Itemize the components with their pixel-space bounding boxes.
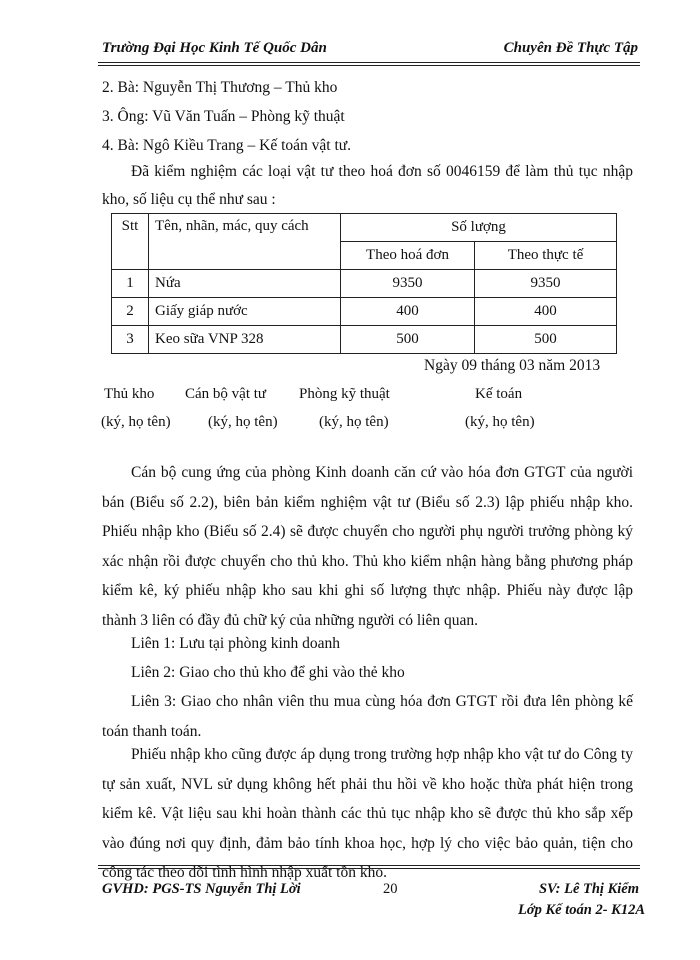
body-paragraph: Cán bộ cung ứng của phòng Kinh doanh căn cứ vào hóa đơn GTGT của người bán (Biểu số 2.2), biên bản kiểm nghiệm vật tư (Biểu số 2.3) lập phiếu nhập kho. Phiếu nhập kho (Biểu số 2.4) sẽ được chuyển cho người phụ người trưởng phòng ký xác nhận rồi được chuyển cho thủ kho. Thủ kho kiểm nhận hàng bằng phương pháp kiểm kê, ký phiếu nhập kho sau khi ghi số lượng thực nhập. Phiếu này được lập thành 3 liên có đầy đủ chữ ký của những người có liên quan. xyxy=(102,464,633,629)
cell-name: Nứa xyxy=(149,270,341,298)
cell-actual: 400 xyxy=(475,298,617,326)
cell-name: Giấy giáp nước xyxy=(149,298,341,326)
signature-note: (ký, họ tên) xyxy=(101,414,171,430)
date-line: Ngày 09 tháng 03 năm 2013 xyxy=(424,357,601,374)
footer-supervisor: GVHD: PGS-TS Nguyễn Thị Lời xyxy=(102,881,301,897)
footer-student: SV: Lê Thị Kiểm xyxy=(538,881,639,897)
col-header-invoice: Theo hoá đơn xyxy=(341,242,475,270)
table-header-row xyxy=(112,214,617,242)
header-school: Trường Đại Học Kinh Tế Quốc Dân xyxy=(102,40,327,56)
signature-note: (ký, họ tên) xyxy=(465,414,535,430)
col-header-stt: Stt xyxy=(112,214,149,270)
lien-line: Liên 1: Lưu tại phòng kinh doanh xyxy=(131,635,341,652)
member-line: 3. Ông: Vũ Văn Tuấn – Phòng kỹ thuật xyxy=(102,108,345,125)
footer-class: Lớp Kế toán 2- K12A xyxy=(517,902,645,918)
col-header-quantity: Số lượng xyxy=(341,214,617,242)
footer-rule xyxy=(98,865,640,869)
col-header-actual: Theo thực tế xyxy=(475,242,617,270)
lien-line: Liên 2: Giao cho thủ kho để ghi vào thẻ kho xyxy=(131,664,405,681)
signature-title-technical-dept: Phòng kỹ thuật xyxy=(299,386,390,402)
cell-stt: 2 xyxy=(112,298,149,326)
table-row xyxy=(112,326,617,354)
header-report-type: Chuyên Đề Thực Tập xyxy=(503,40,638,56)
cell-name: Keo sữa VNP 328 xyxy=(149,326,341,354)
col-header-name: Tên, nhãn, mác, quy cách xyxy=(149,214,341,270)
cell-stt: 1 xyxy=(112,270,149,298)
signature-note: (ký, họ tên) xyxy=(319,414,389,430)
page-number: 20 xyxy=(383,881,398,897)
lien-line: Liên 3: Giao cho nhân viên thu mua cùng hóa đơn GTGT rồi đưa lên phòng kế toán thanh toán. xyxy=(102,693,633,740)
cell-invoice: 400 xyxy=(341,298,475,326)
signature-title-accountant: Kế toán xyxy=(475,386,523,402)
signature-title-supply-officer: Cán bộ vật tư xyxy=(185,386,267,402)
member-line: 2. Bà: Nguyễn Thị Thương – Thủ kho xyxy=(102,79,338,96)
cell-invoice: 500 xyxy=(341,326,475,354)
header-rule xyxy=(98,62,640,66)
cell-invoice: 9350 xyxy=(341,270,475,298)
signature-title-storekeeper: Thủ kho xyxy=(104,386,155,402)
intro-paragraph: Đã kiểm nghiệm các loại vật tư theo hoá đơn số 0046159 để làm thủ tục nhập kho, số liệu cụ thể như sau : xyxy=(102,163,633,208)
cell-actual: 500 xyxy=(475,326,617,354)
table-row xyxy=(112,298,617,326)
body-paragraph: Phiếu nhập kho cũng được áp dụng trong trường hợp nhập kho vật tư do Công ty tự sản xuất, NVL sử dụng không hết phải thu hồi về kho hoặc thừa phát hiện trong kiểm kê. Vật liệu sau khi hoàn thành các thủ tục nhập kho sẽ được thủ kho sắp xếp vào đúng nơi quy định, đảm bảo tính khoa học, hợp lý cho việc bảo quản, tiện cho công tác theo dõi tình hình nhập xuất tồn kho. xyxy=(102,746,633,881)
member-line: 4. Bà: Ngô Kiều Trang – Kế toán vật tư. xyxy=(102,137,352,154)
table-row xyxy=(112,270,617,298)
cell-actual: 9350 xyxy=(475,270,617,298)
inspection-table xyxy=(111,213,617,354)
cell-stt: 3 xyxy=(112,326,149,354)
signature-note: (ký, họ tên) xyxy=(208,414,278,430)
